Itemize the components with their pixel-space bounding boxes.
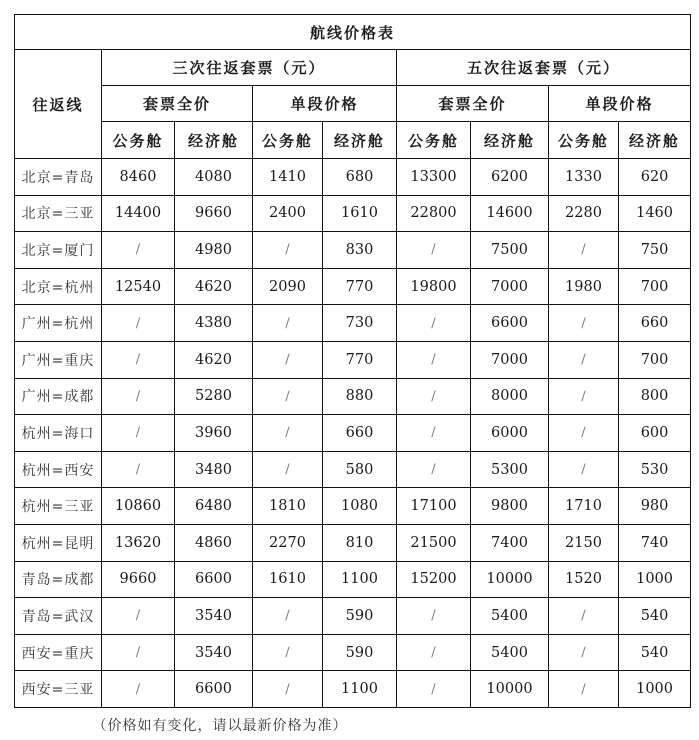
price-cell: 5300 <box>471 451 549 488</box>
price-cell: 540 <box>619 634 691 671</box>
not-available-cell: / <box>102 378 175 415</box>
price-cell: 770 <box>323 268 397 305</box>
price-cell: 2400 <box>253 195 323 232</box>
price-cell: 21500 <box>397 524 471 561</box>
price-cell: 10000 <box>471 561 549 598</box>
table-row <box>15 305 691 342</box>
table-row <box>15 268 691 305</box>
not-available-cell: / <box>253 634 323 671</box>
not-available-cell: / <box>253 232 323 269</box>
not-available-cell: / <box>549 305 619 342</box>
not-available-cell: / <box>397 232 471 269</box>
price-cell: 1000 <box>619 561 691 598</box>
route-cell: 北京=青岛 <box>15 159 102 196</box>
group-header-five-trips: 五次往返套票（元） <box>397 50 691 86</box>
price-cell: 6600 <box>471 305 549 342</box>
price-cell: 1610 <box>323 195 397 232</box>
not-available-cell: / <box>253 598 323 635</box>
not-available-cell: / <box>549 634 619 671</box>
route-cell: 北京=杭州 <box>15 268 102 305</box>
not-available-cell: / <box>397 305 471 342</box>
column-header-economy: 经济舱 <box>323 122 397 159</box>
route-cell: 杭州=三亚 <box>15 488 102 525</box>
price-cell: 750 <box>619 232 691 269</box>
column-header-economy: 经济舱 <box>471 122 549 159</box>
column-header-business: 公务舱 <box>549 122 619 159</box>
not-available-cell: / <box>549 451 619 488</box>
price-cell: 540 <box>619 598 691 635</box>
table-row <box>15 195 691 232</box>
price-cell: 6480 <box>175 488 253 525</box>
price-cell: 12540 <box>102 268 175 305</box>
price-cell: 770 <box>323 341 397 378</box>
price-cell: 3960 <box>175 415 253 452</box>
price-cell: 830 <box>323 232 397 269</box>
table-row <box>15 671 691 708</box>
price-cell: 13620 <box>102 524 175 561</box>
price-cell: 7000 <box>471 341 549 378</box>
route-cell: 广州=杭州 <box>15 305 102 342</box>
price-cell: 660 <box>619 305 691 342</box>
price-cell: 2090 <box>253 268 323 305</box>
price-cell: 740 <box>619 524 691 561</box>
price-cell: 19800 <box>397 268 471 305</box>
price-cell: 6200 <box>471 159 549 196</box>
table-row <box>15 341 691 378</box>
route-cell: 杭州=西安 <box>15 451 102 488</box>
price-cell: 4620 <box>175 268 253 305</box>
route-cell: 北京=厦门 <box>15 232 102 269</box>
not-available-cell: / <box>102 451 175 488</box>
price-cell: 1080 <box>323 488 397 525</box>
not-available-cell: / <box>397 415 471 452</box>
not-available-cell: / <box>253 671 323 708</box>
price-cell: 600 <box>619 415 691 452</box>
price-cell: 1980 <box>549 268 619 305</box>
not-available-cell: / <box>253 451 323 488</box>
price-cell: 4620 <box>175 341 253 378</box>
table-row <box>15 451 691 488</box>
price-cell: 5400 <box>471 598 549 635</box>
price-footnote: （价格如有变化，请以最新价格为准） <box>92 718 348 734</box>
price-cell: 3540 <box>175 634 253 671</box>
subgroup-header-single-leg: 单段价格 <box>549 86 691 122</box>
price-cell: 590 <box>323 598 397 635</box>
route-cell: 西安=三亚 <box>15 671 102 708</box>
not-available-cell: / <box>549 378 619 415</box>
not-available-cell: / <box>102 634 175 671</box>
not-available-cell: / <box>549 341 619 378</box>
price-cell: 10000 <box>471 671 549 708</box>
not-available-cell: / <box>397 341 471 378</box>
not-available-cell: / <box>549 232 619 269</box>
price-cell: 530 <box>619 451 691 488</box>
route-cell: 西安=重庆 <box>15 634 102 671</box>
table-row <box>15 415 691 452</box>
price-cell: 2150 <box>549 524 619 561</box>
price-cell: 1330 <box>549 159 619 196</box>
price-cell: 9800 <box>471 488 549 525</box>
route-price-table <box>14 14 691 708</box>
price-cell: 5280 <box>175 378 253 415</box>
not-available-cell: / <box>102 305 175 342</box>
route-cell: 广州=重庆 <box>15 341 102 378</box>
route-cell: 青岛=成都 <box>15 561 102 598</box>
not-available-cell: / <box>397 451 471 488</box>
price-cell: 2280 <box>549 195 619 232</box>
table-row <box>15 232 691 269</box>
not-available-cell: / <box>253 305 323 342</box>
not-available-cell: / <box>253 415 323 452</box>
price-cell: 1610 <box>253 561 323 598</box>
price-cell: 980 <box>619 488 691 525</box>
price-cell: 14600 <box>471 195 549 232</box>
price-cell: 620 <box>619 159 691 196</box>
column-header-economy: 经济舱 <box>619 122 691 159</box>
price-cell: 6600 <box>175 561 253 598</box>
price-cell: 2270 <box>253 524 323 561</box>
not-available-cell: / <box>549 671 619 708</box>
table-row <box>15 524 691 561</box>
route-cell: 青岛=武汉 <box>15 598 102 635</box>
price-cell: 3480 <box>175 451 253 488</box>
price-cell: 15200 <box>397 561 471 598</box>
price-cell: 7400 <box>471 524 549 561</box>
price-cell: 1460 <box>619 195 691 232</box>
price-cell: 700 <box>619 268 691 305</box>
not-available-cell: / <box>397 671 471 708</box>
route-cell: 广州=成都 <box>15 378 102 415</box>
not-available-cell: / <box>102 341 175 378</box>
subgroup-header-full-price: 套票全价 <box>397 86 549 122</box>
table-row <box>15 378 691 415</box>
price-cell: 3540 <box>175 598 253 635</box>
column-header-business: 公务舱 <box>253 122 323 159</box>
price-cell: 4080 <box>175 159 253 196</box>
not-available-cell: / <box>253 378 323 415</box>
price-cell: 17100 <box>397 488 471 525</box>
not-available-cell: / <box>549 598 619 635</box>
price-cell: 800 <box>619 378 691 415</box>
price-cell: 1000 <box>619 671 691 708</box>
price-cell: 8000 <box>471 378 549 415</box>
price-cell: 660 <box>323 415 397 452</box>
not-available-cell: / <box>253 341 323 378</box>
column-header-economy: 经济舱 <box>175 122 253 159</box>
price-cell: 580 <box>323 451 397 488</box>
price-cell: 8460 <box>102 159 175 196</box>
price-cell: 1100 <box>323 561 397 598</box>
price-cell: 810 <box>323 524 397 561</box>
price-cell: 4980 <box>175 232 253 269</box>
price-cell: 6000 <box>471 415 549 452</box>
price-cell: 1410 <box>253 159 323 196</box>
subgroup-header-full-price: 套票全价 <box>102 86 253 122</box>
price-cell: 7000 <box>471 268 549 305</box>
price-cell: 1520 <box>549 561 619 598</box>
price-cell: 730 <box>323 305 397 342</box>
not-available-cell: / <box>102 671 175 708</box>
not-available-cell: / <box>102 232 175 269</box>
price-cell: 880 <box>323 378 397 415</box>
route-cell: 杭州=海口 <box>15 415 102 452</box>
not-available-cell: / <box>397 634 471 671</box>
price-cell: 4860 <box>175 524 253 561</box>
price-cell: 1100 <box>323 671 397 708</box>
price-cell: 22800 <box>397 195 471 232</box>
group-header-three-trips: 三次往返套票（元） <box>102 50 397 86</box>
price-cell: 9660 <box>175 195 253 232</box>
price-cell: 14400 <box>102 195 175 232</box>
price-cell: 5400 <box>471 634 549 671</box>
price-cell: 680 <box>323 159 397 196</box>
price-cell: 10860 <box>102 488 175 525</box>
price-cell: 590 <box>323 634 397 671</box>
route-cell: 北京=三亚 <box>15 195 102 232</box>
table-row <box>15 159 691 196</box>
table-row <box>15 561 691 598</box>
subgroup-header-single-leg: 单段价格 <box>253 86 397 122</box>
table-row <box>15 598 691 635</box>
column-header-business: 公务舱 <box>102 122 175 159</box>
not-available-cell: / <box>397 598 471 635</box>
not-available-cell: / <box>549 415 619 452</box>
not-available-cell: / <box>397 378 471 415</box>
price-cell: 13300 <box>397 159 471 196</box>
not-available-cell: / <box>102 598 175 635</box>
price-cell: 1710 <box>549 488 619 525</box>
not-available-cell: / <box>102 415 175 452</box>
column-header-business: 公务舱 <box>397 122 471 159</box>
table-title: 航线价格表 <box>15 15 691 50</box>
price-cell: 1810 <box>253 488 323 525</box>
price-cell: 700 <box>619 341 691 378</box>
route-cell: 杭州=昆明 <box>15 524 102 561</box>
table-row <box>15 634 691 671</box>
route-column-header: 往返线 <box>15 50 102 159</box>
price-cell: 4380 <box>175 305 253 342</box>
price-cell: 9660 <box>102 561 175 598</box>
price-cell: 6600 <box>175 671 253 708</box>
table-row <box>15 488 691 525</box>
price-cell: 7500 <box>471 232 549 269</box>
table-body <box>15 159 691 708</box>
